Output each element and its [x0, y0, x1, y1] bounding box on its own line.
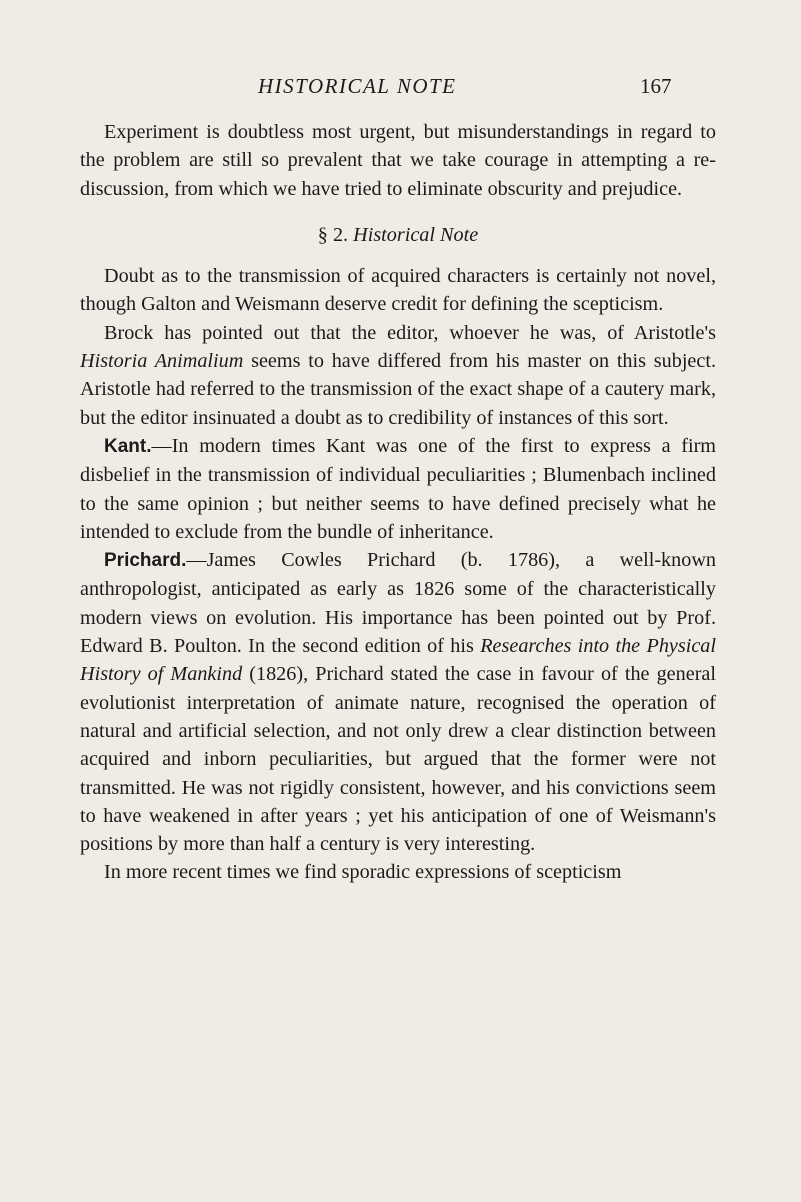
paragraph-prichard-text-b: (1826), Prichard stated the case in favour of the general evolutionist interpretation of animate nature, recognised the operation of natural and artificial selection, and not only drew a clear distinction between acquired and inborn peculiarities, but argued that the former were not transmitted. He was not rigidly consistent, however, and his convictions seem to have weakened in after years ; yet his anticipation of one of Weismann's positions by more than half a century is very interesting. — [80, 663, 716, 856]
run-in-heading-prichard: Prichard. — [104, 550, 187, 572]
paragraph-brock — [80, 319, 716, 432]
paragraph-doubt: Doubt as to the transmission of acquired characters is certainly not novel, though Galton and Weismann deserve credit for defining the scepticism. — [80, 265, 716, 316]
section-title: Historical Note — [353, 223, 479, 246]
page-header — [0, 74, 801, 108]
paragraph-recent-times: In more recent times we find sporadic expressions of scepticism — [104, 861, 622, 884]
book-title-researches: Researches into the Physical History of Mankind — [80, 635, 717, 686]
paragraph-kant — [80, 432, 716, 546]
section-number: § 2. — [317, 223, 349, 246]
body-text — [80, 118, 716, 887]
paragraph-prichard — [80, 546, 716, 858]
paragraph-experiment: Experiment is doubtless most urgent, but misunderstandings in regard to the problem are still so prevalent that we take courage in attempting a re-discussion, from which we have tried to eliminate obscurity and prejudice. — [80, 121, 716, 200]
paragraph-prichard-text-a: —James Cowles Prichard (b. 1786), a well-known anthropologist, anticipated as early as 1826 some of the characteristically modern views on evolution. His importance has been pointed out by Prof. Edward B. Poulton. In the second edition of his — [80, 549, 716, 658]
paragraph-kant-text: —In modern times Kant was one of the first to express a firm disbelief in the transmission of individual peculiarities ; Blumenbach inclined to the same opinion ; but neither seems to have defined precisely what he intended to exclude from the bundle of inheritance. — [80, 434, 716, 543]
paragraph-brock-text-b: seems to have differed from his master on this subject. Aristotle had referred to the transmission of the exact shape of a cautery mark, but the editor insinuated a doubt as to credibility of instances of this sort. — [80, 350, 716, 429]
page-number: 167 — [640, 74, 672, 98]
paragraph-brock-text-a: Brock has pointed out that the editor, whoever he was, of Aristotle's — [104, 321, 716, 344]
running-title: HISTORICAL NOTE — [258, 74, 457, 98]
book-title-historia-animalium: Historia Animalium — [80, 350, 244, 373]
section-heading — [80, 221, 716, 249]
run-in-heading-kant: Kant. — [104, 435, 152, 457]
